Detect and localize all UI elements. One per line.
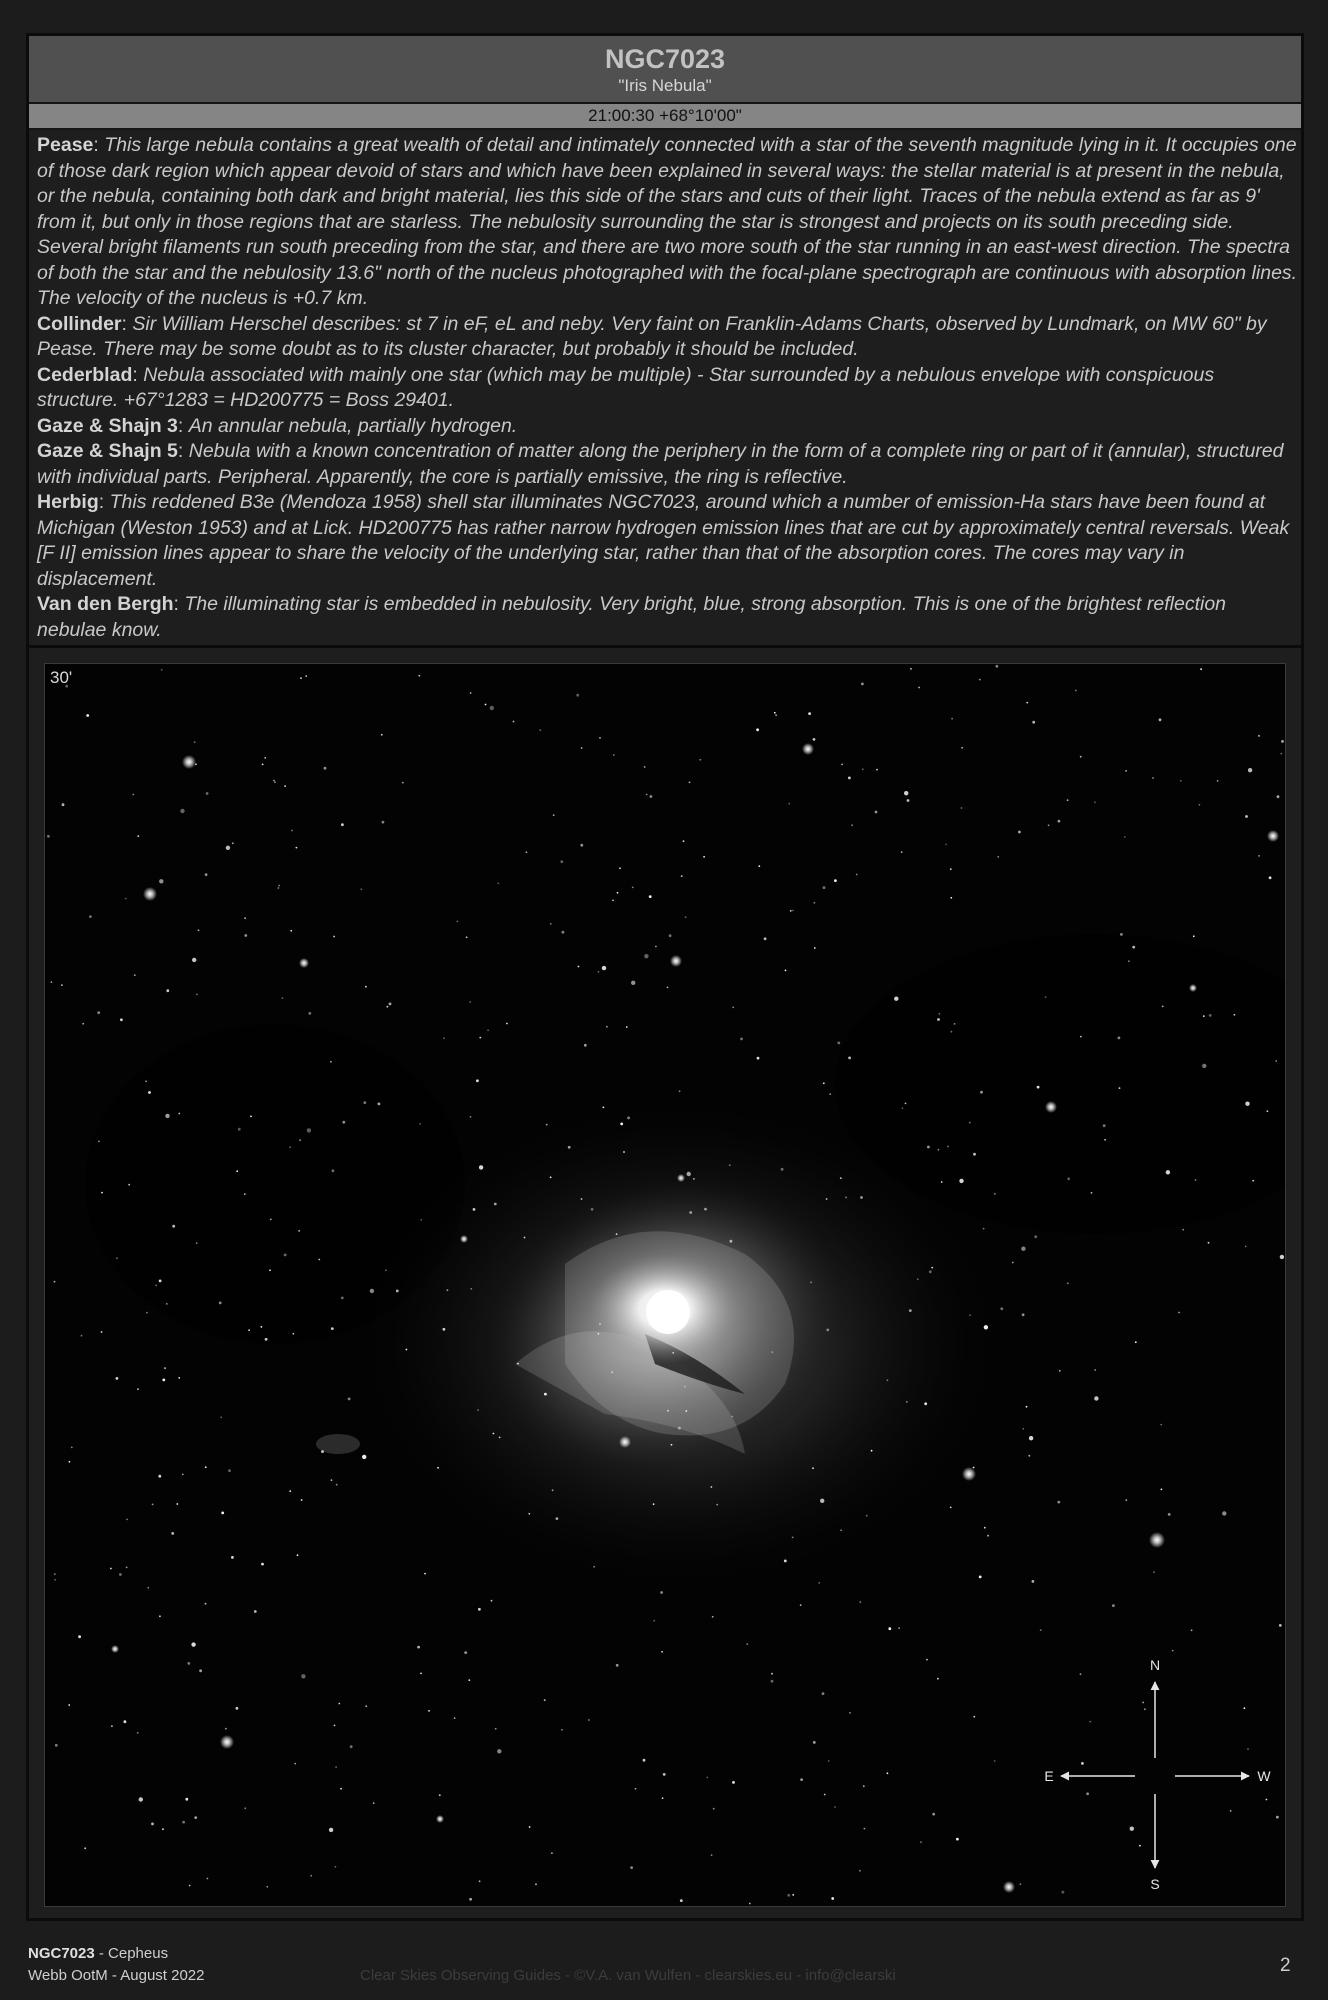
footer-constellation: - Cepheus: [94, 1945, 169, 1962]
source-name: Van den Bergh: [37, 593, 174, 615]
source-name: Pease: [37, 134, 94, 156]
title-bar: [29, 36, 1301, 104]
source-text: An annular nebula, partially hydrogen.: [188, 414, 518, 437]
description-entry: Gaze & Shajn 5: Nebula with a known concentration of matter along the periphery in the form of a complete ring or part of it (annular), structured with individual parts. Peripheral. Apparently, the core is partially emissive, the ring is reflective.: [37, 440, 1284, 488]
coordinates-bar: 21:00:30 +68°10'00": [29, 104, 1301, 130]
source-text: This reddened B3e (Mendoza 1958) shell star illuminates NGC7023, around which a number of emission-Ha stars have been found at Michigan (Weston 1953) and at Lick. HD200775 has rather narrow hydrogen emission lines that are cut by approximately central reversals. Weak [F II] emission lines appear to share the velocity of the underlying star, rather than that of the absorption cores. The cores may vary in displacement.: [37, 491, 1290, 590]
page-number: 2: [1280, 1955, 1291, 1976]
star-field: [45, 664, 1285, 1906]
source-text: Nebula associated with mainly one star (which may be multiple) - Star surrounded by a nebulous envelope with conspicuous structure. +67°1283 = HD200775 = Boss 29401.: [37, 363, 1215, 411]
object-title: NGC7023: [604, 44, 726, 74]
compass-west-label: W: [1257, 1768, 1271, 1784]
description-entry: Cederblad: Nebula associated with mainly one star (which may be multiple) - Star surrounded by a nebulous envelope with conspicuous structure. +67°1283 = HD200775 = Boss 29401.: [37, 363, 1215, 411]
source-name: Collinder: [37, 312, 122, 335]
source-name: Cederblad: [37, 363, 133, 386]
description-entry: Collinder: Sir William Herschel describes: st 7 in eF, eL and neby. Very faint on Franklin-Adams Charts, observed by Lundmark, on MW 60" by Pease. There may be some doubt as to its cluster character, but probably it should be included.: [37, 312, 1267, 360]
object-common-name: "Iris Nebula": [618, 76, 712, 95]
illuminating-star: [646, 1290, 690, 1334]
description-entry: Van den Bergh: The illuminating star is embedded in nebulosity. Very bright, blue, strong absorption. This is one of the brightest reflection nebulae know.: [37, 593, 1227, 641]
section-divider: [29, 645, 1301, 648]
source-text: Sir William Herschel describes: st 7 in eF, eL and neby. Very faint on Franklin-Adams Charts, observed by Lundmark, on MW 60" by Pease. There may be some doubt as to its cluster character, but probably it should be included.: [37, 312, 1267, 360]
source-name: Herbig: [37, 491, 99, 513]
description-entry: Herbig: This reddened B3e (Mendoza 1958) shell star illuminates NGC7023, around which a number of emission-Ha stars have been found at Michigan (Weston 1953) and at Lick. HD200775 has rather narrow hydrogen emission lines that are cut by approximately central reversals. Weak [F II] emission lines appear to share the velocity of the underlying star, rather than that of the absorption cores. The cores may vary in displacement.: [37, 491, 1290, 590]
footer-credit: Clear Skies Observing Guides - ©V.A. van Wulfen - clearskies.eu - info@clearski: [360, 1967, 896, 1984]
nebula-photo: [44, 663, 1286, 1907]
description-block: [37, 133, 1299, 643]
compass-south-label: S: [1150, 1876, 1160, 1892]
object-panel: [26, 33, 1304, 1921]
footer-guide: Webb OotM - August 2022: [28, 1967, 205, 1984]
source-text: The illuminating star is embedded in nebulosity. Very bright, blue, strong absorption. This is one of the brightest reflection nebulae know.: [37, 593, 1227, 641]
footer-object: [28, 1945, 168, 1962]
field-scale-label: 30': [50, 668, 73, 687]
source-name: Gaze & Shajn 5: [37, 440, 178, 462]
description-entry: Gaze & Shajn 3: An annular nebula, partially hydrogen.: [37, 414, 518, 437]
compass-north-label: N: [1149, 1657, 1161, 1673]
compass-east-label: E: [1044, 1768, 1054, 1784]
source-name: Gaze & Shajn 3: [37, 414, 178, 437]
footer-object-name: NGC7023: [28, 1945, 95, 1962]
description-entry: Pease: This large nebula contains a great wealth of detail and intimately connected with a star of the seventh magnitude lying in it. It occupies one of those dark region which appear devoid of stars and which have been explained in several ways: the stellar material is at present in the nebula, or the nebula, containing both dark and bright material, lies this side of the stars and cuts of their light. Traces of the nebula extend as far as 9' from it, but only in those regions that are starless. The nebulosity surrounding the star is strongest and projects on its south preceding side. Several bright filaments run south preceding from the star, and there are two more south of the star running in an east-west direction. The spectra of both the star and the nebulosity 13.6" north of the nucleus photographed with the focal-plane spectrograph are continuous with absorption lines. The velocity of the nucleus is +0.7 km.: [37, 134, 1298, 309]
source-text: Nebula with a known concentration of matter along the periphery in the form of a complete ring or part of it (annular), structured with individual parts. Peripheral. Apparently, the core is partially emissive, the ring is reflective.: [37, 440, 1284, 488]
source-text: This large nebula contains a great wealth of detail and intimately connected with a star of the seventh magnitude lying in it. It occupies one of those dark region which appear devoid of stars and which have been explained in several ways: the stellar material is at present in the nebula, or the nebula, containing both dark and bright material, lies this side of the stars and cuts of their light. Traces of the nebula extend as far as 9' from it, but only in those regions that are starless. The nebulosity surrounding the star is strongest and projects on its south preceding side. Several bright filaments run south preceding from the star, and there are two more south of the star running in an east-west direction. The spectra of both the star and the nebulosity 13.6" north of the nucleus photographed with the focal-plane spectrograph are continuous with absorption lines. The velocity of the nucleus is +0.7 km.: [37, 134, 1298, 309]
